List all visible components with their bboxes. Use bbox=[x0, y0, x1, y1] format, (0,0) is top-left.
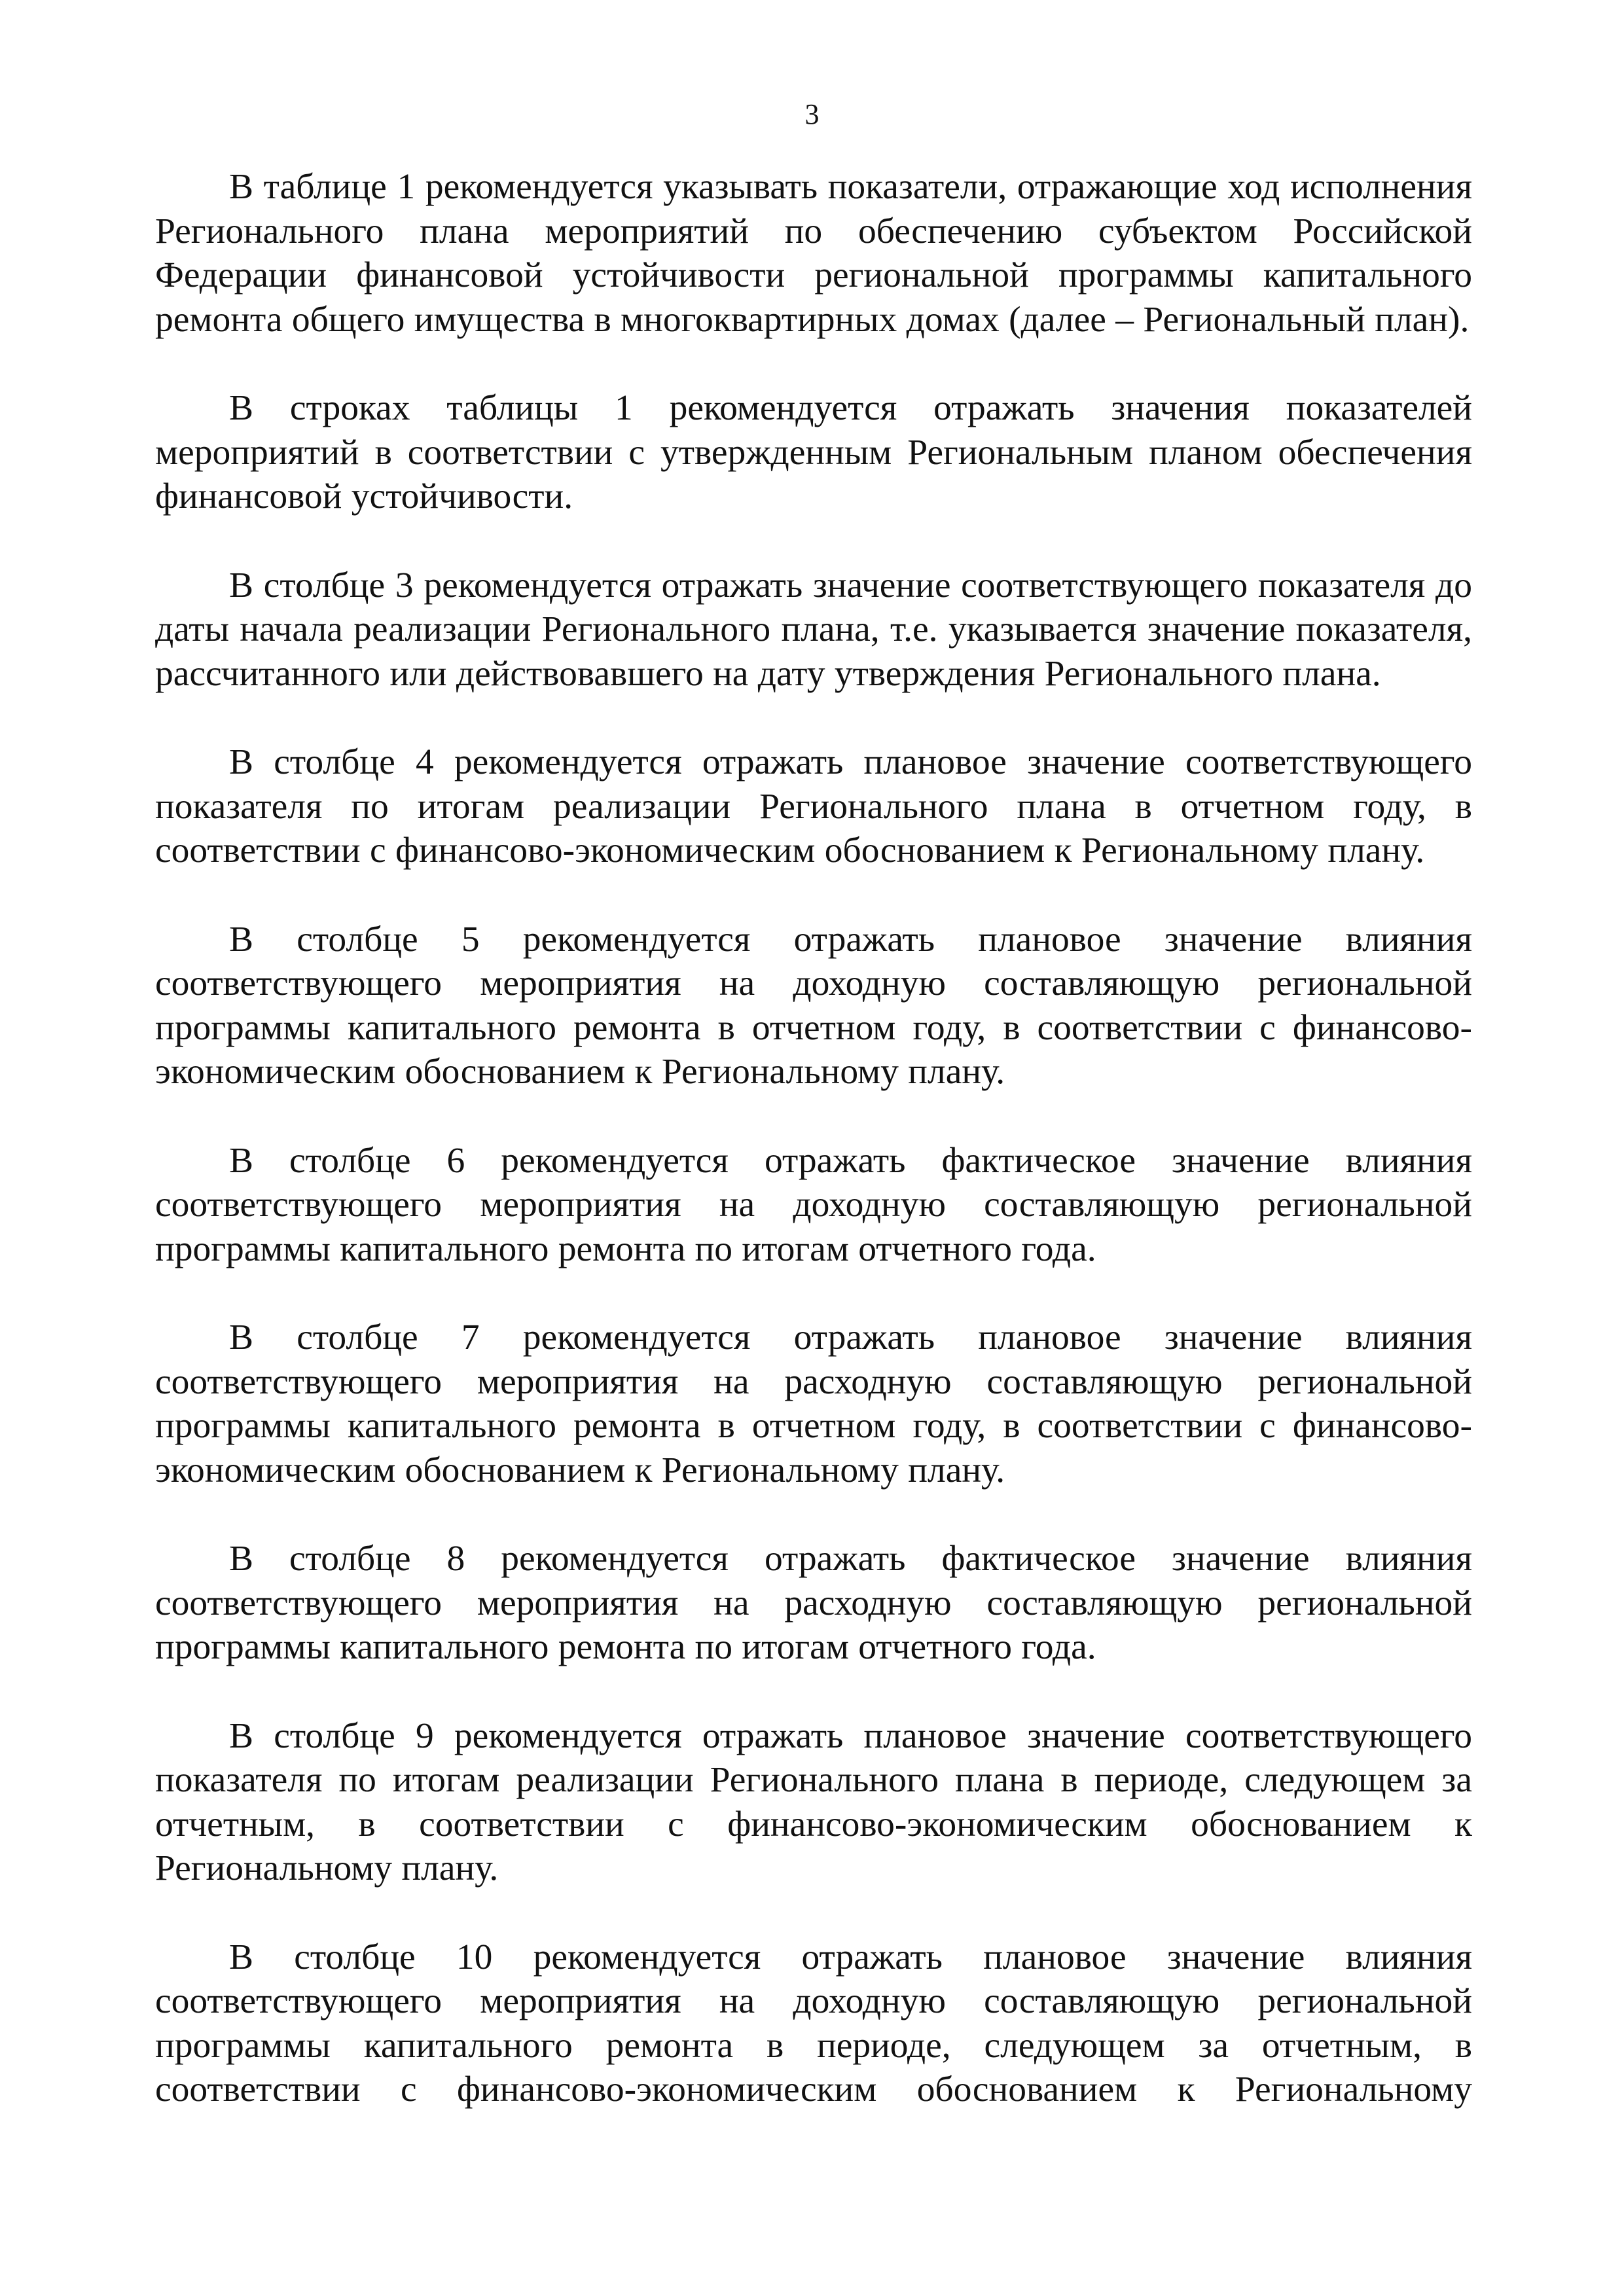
paragraph-column-3: В столбце 3 рекомендуется отражать значение соответствующего показателя до даты начала реализации Регионального плана, т.е. указывается значение показателя, рассчитанного или действовавшего на дату утверждения Регионального плана. bbox=[155, 565, 1472, 694]
paragraph-column-5: В столбце 5 рекомендуется отражать плановое значение влияния соответствующего мероприятия на доходную составляющую региональной программы капитального ремонта в отчетном году, в соответствии с финансово-экономическим обоснованием к Региональному плану. bbox=[155, 919, 1472, 1092]
paragraph-column-10: В столбце 10 рекомендуется отражать плановое значение влияния соответствующего мероприятия на доходную составляющую региональной программы капитального ремонта в периоде, следующем за отчетным, в соответствии с финансово-экономическим обоснованием к Региональному bbox=[155, 1937, 1472, 2109]
paragraph-column-6: В столбце 6 рекомендуется отражать фактическое значение влияния соответствующего мероприятия на доходную составляющую региональной программы капитального ремонта по итогам отчетного года. bbox=[155, 1140, 1472, 1269]
paragraph-column-9: В столбце 9 рекомендуется отражать плановое значение соответствующего показателя по итогам реализации Регионального плана в периоде, следующем за отчетным, в соответствии с финансово-экономическим обоснованием к Региональному плану. bbox=[155, 1715, 1472, 1888]
paragraph-table-1-indicators: В таблице 1 рекомендуется указывать показатели, отражающие ход исполнения Регионального плана мероприятий по обеспечению субъектом Российской Федерации финансовой устойчивости региональной программы капитального ремонта общего имущества в многоквартирных домах (далее – Региональный план). bbox=[155, 167, 1472, 340]
paragraph-column-4: В столбце 4 рекомендуется отражать плановое значение соответствующего показателя по итогам реализации Регионального плана в отчетном году, в соответствии с финансово-экономическим обоснованием к Региональному плану. bbox=[155, 742, 1472, 870]
paragraph-column-7: В столбце 7 рекомендуется отражать плановое значение влияния соответствующего мероприятия на расходную составляющую региональной программы капитального ремонта в отчетном году, в соответствии с финансово-экономическим обоснованием к Региональному плану. bbox=[155, 1318, 1472, 1490]
paragraph-column-8: В столбце 8 рекомендуется отражать фактическое значение влияния соответствующего мероприятия на расходную составляющую региональной программы капитального ремонта по итогам отчетного года. bbox=[155, 1539, 1472, 1667]
document-body bbox=[155, 165, 1472, 2112]
paragraph-table-1-rows: В строках таблицы 1 рекомендуется отражать значения показателей мероприятий в соответствии с утвержденным Региональным планом обеспечения финансовой устойчивости. bbox=[155, 388, 1472, 516]
page-number: 3 bbox=[804, 98, 820, 130]
